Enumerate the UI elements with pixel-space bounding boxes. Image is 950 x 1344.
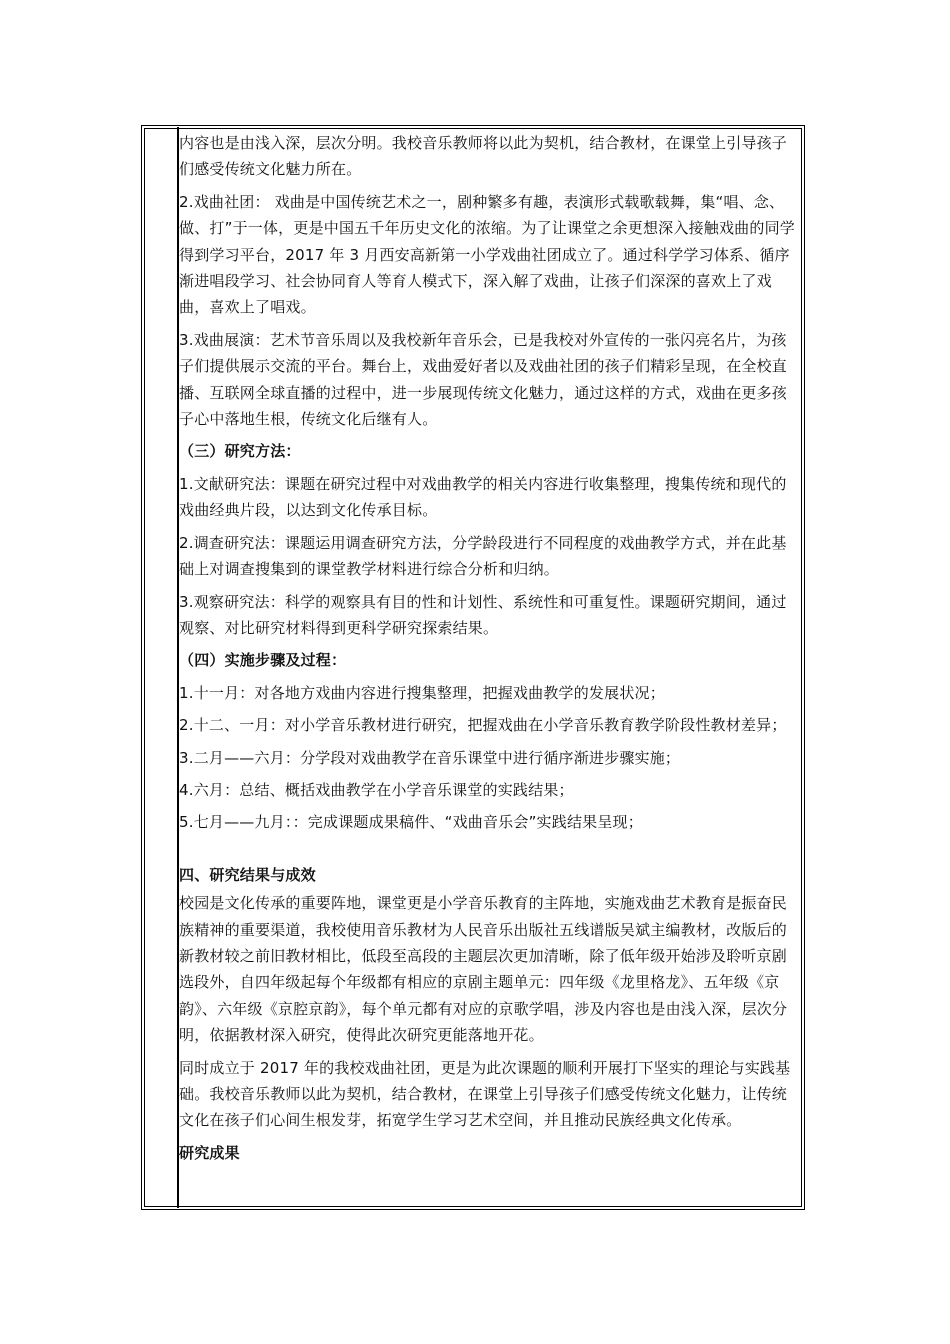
spacer [179, 842, 799, 862]
step-5: 5.七月——九月：：完成课题成果稿件、“戏曲音乐会”实践结果呈现； [179, 813, 643, 832]
step-2: 2.十二、一月：对小学音乐教材进行研究，把握戏曲在小学音乐教育教学阶段性教材差异； [179, 716, 787, 735]
step-1: 1.十一月：对各地方戏曲内容进行搜集整理，把握戏曲教学的发展状况； [179, 683, 665, 702]
document-body [179, 130, 799, 1172]
paragraph-results-1: 校园是文化传承的重要阵地，课堂更是小学音乐教育的主阵地，实施戏曲艺术教育是振奋民族精神的重要渠道，我校使用音乐教材为人民音乐出版社五线谱版吴斌主编教材，改版后的新教材较之前旧教材相比，低段至高段的主题层次更加清晰，除了低年级开始涉及聆听京剧选段外，自四年级起每个年级都有相应的京剧主题单元：四年级《龙里格龙》、五年级《京韵》、六年级《京腔京韵》，每个单元都有对应的京歌学唱，涉及内容也是由浅入深，层次分明，依据教材深入研究，使得此次研究更能落地开花。 [179, 894, 788, 1045]
step-4: 4.六月：总结、概括戏曲教学在小学音乐课堂的实践结果； [179, 780, 574, 799]
paragraph-method-literature: 1.文献研究法：课题在研究过程中对戏曲教学的相关内容进行收集整理，搜集传统和现代的戏曲经典片段，以达到文化传承目标。 [179, 474, 787, 520]
paragraph-method-observation: 3.观察研究法：科学的观察具有目的性和计划性、系统性和可重复性。课题研究期间，通过观察、对比研究材料得到更科学研究探索结果。 [179, 592, 787, 637]
paragraph-intro-continued: 内容也是由浅入深，层次分明。我校音乐教师将以此为契机，结合教材，在课堂上引导孩子们感受传统文化魅力所在。 [179, 134, 788, 179]
heading-research-achievements: 研究成果 [179, 1143, 240, 1162]
paragraph-opera-showcase: 3.戏曲展演：艺术节音乐周以及我校新年音乐会，已是我校对外宣传的一张闪亮名片，为孩子们提供展示交流的平台。舞台上，戏曲爱好者以及戏曲社团的孩子们精彩呈现，在全校直播、互联网全球直播的过程中，进一步展现传统文化魅力，通过这样的方式，戏曲在更多孩子心中落地生根，传统文化后继有人。 [179, 330, 788, 429]
paragraph-method-survey: 2.调查研究法：课题运用调查研究方法，分学龄段进行不同程度的戏曲教学方式，并在此基础上对调查搜集到的课堂教学材料进行综合分析和归纳。 [179, 533, 787, 579]
heading-implementation-steps: （四）实施步骤及过程： [179, 651, 347, 670]
paragraph-results-2: 同时成立于 2017 年的我校戏曲社团，更是为此次课题的顺利开展打下坚实的理论与实践基础。我校音乐教师以此为契机，结合教材，在课堂上引导孩子们感受传统文化魅力，让传统文化在孩子们心间生根发芽，拓宽学生学习艺术空间，并且推动民族经典文化传承。 [179, 1058, 791, 1130]
heading-research-methods: （三）研究方法： [179, 442, 301, 461]
heading-research-results: 四、研究结果与成效 [179, 865, 316, 884]
step-3: 3.二月——六月：分学段对戏曲教学在音乐课堂中进行循序渐进步骤实施； [179, 748, 681, 767]
paragraph-opera-club: 2.戏曲社团： 戏曲是中国传统艺术之一，剧种繁多有趣，表演形式载歌载舞，集“唱、念、做、打”于一体，更是中国五千年历史文化的浓缩。为了让课堂之余更想深入接触戏曲的同学得到学习平台，2017 年 3 月西安高新第一小学戏曲社团成立了。通过科学学习体系、循序渐进唱段学习、社会协同育人等育人模式下，深入解了戏曲，让孩子们深深的喜欢上了戏曲，喜欢上了唱戏。 [179, 192, 795, 317]
